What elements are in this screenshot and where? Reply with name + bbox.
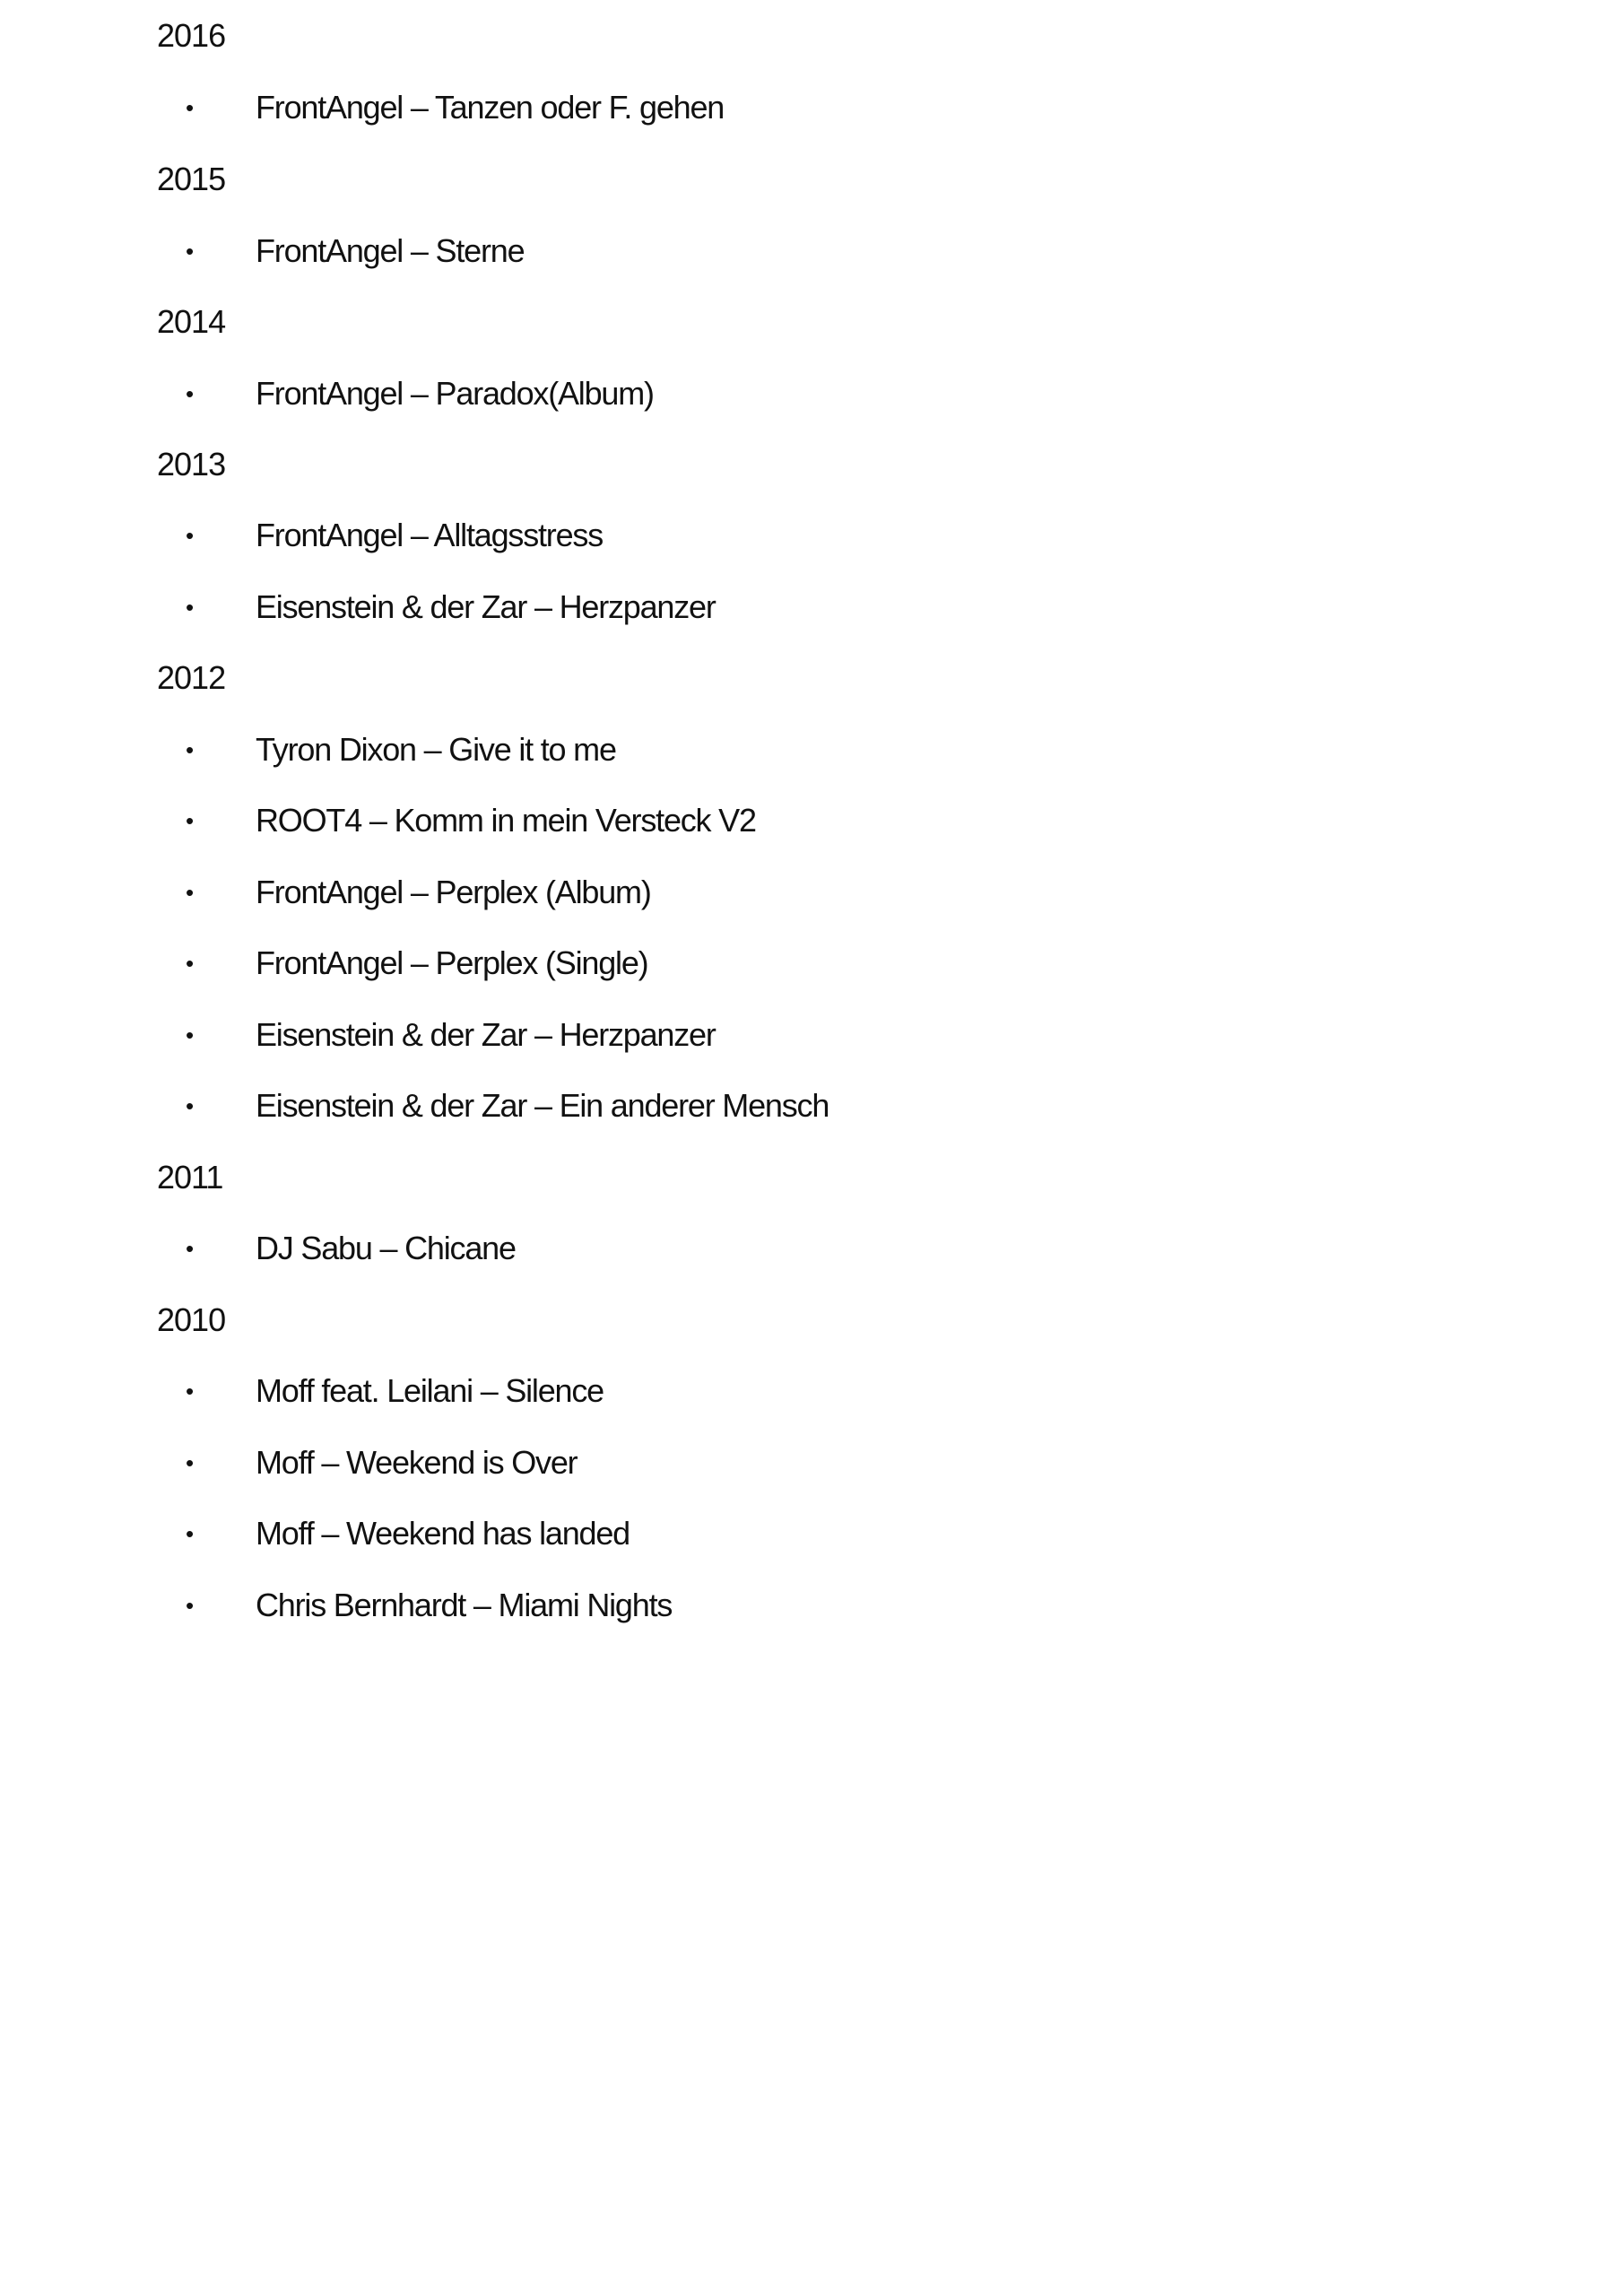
list-item-text: Eisenstein & der Zar – Herzpanzer [256,1016,716,1053]
list-item-text: Moff – Weekend is Over [256,1444,578,1481]
year-heading: 2014 [157,303,226,340]
bullet-icon: • [186,807,195,834]
list-item-text: Moff feat. Leilani – Silence [256,1372,604,1409]
year-heading: 2015 [157,161,226,197]
list-item-text: DJ Sabu – Chicane [256,1230,516,1266]
list-item [0,233,1624,269]
list-item [0,90,1624,126]
year-heading: 2011 [157,1159,223,1196]
list-item [0,1445,1624,1481]
bullet-icon: • [186,879,195,906]
bullet-icon: • [186,950,195,977]
list-item [0,517,1624,553]
list-item [0,874,1624,910]
bullet-icon: • [186,736,195,763]
list-item [0,1587,1624,1623]
list-item [0,589,1624,625]
bullet-icon: • [186,1520,195,1547]
list-item-text: FrontAngel – Sterne [256,232,525,269]
bullet-icon: • [186,1592,195,1619]
list-item-text: ROOT4 – Komm in mein Versteck V2 [256,802,756,839]
bullet-icon: • [186,238,195,265]
list-item [0,945,1624,981]
bullet-icon: • [186,1092,195,1119]
bullet-icon: • [186,380,195,407]
bullet-icon: • [186,1022,195,1048]
list-item [0,1373,1624,1409]
bullet-icon: • [186,94,195,121]
list-item [0,1017,1624,1053]
list-item-text: Moff – Weekend has landed [256,1515,630,1552]
bullet-icon: • [186,1378,195,1405]
year-heading: 2013 [157,446,226,483]
bullet-icon: • [186,522,195,549]
list-item [0,732,1624,768]
list-item-text: FrontAngel – Alltagsstress [256,517,604,553]
year-heading: 2010 [157,1301,226,1338]
list-item [0,1516,1624,1552]
list-item-text: Tyron Dixon – Give it to me [256,731,616,768]
bullet-icon: • [186,1449,195,1476]
list-item-text: FrontAngel – Perplex (Album) [256,874,651,910]
list-item [0,803,1624,839]
year-heading: 2016 [157,17,226,54]
list-item-text: Eisenstein & der Zar – Ein anderer Mensch [256,1087,829,1124]
list-item-text: FrontAngel – Tanzen oder F. gehen [256,89,725,126]
list-item-text: FrontAngel – Perplex (Single) [256,944,648,981]
list-item [0,376,1624,412]
list-item [0,1088,1624,1124]
year-heading: 2012 [157,659,226,696]
list-item-text: FrontAngel – Paradox(Album) [256,375,654,412]
list-item-text: Eisenstein & der Zar – Herzpanzer [256,588,716,625]
list-item-text: Chris Bernhardt – Miami Nights [256,1587,673,1623]
list-item [0,1231,1624,1266]
bullet-icon: • [186,1235,195,1262]
bullet-icon: • [186,594,195,621]
